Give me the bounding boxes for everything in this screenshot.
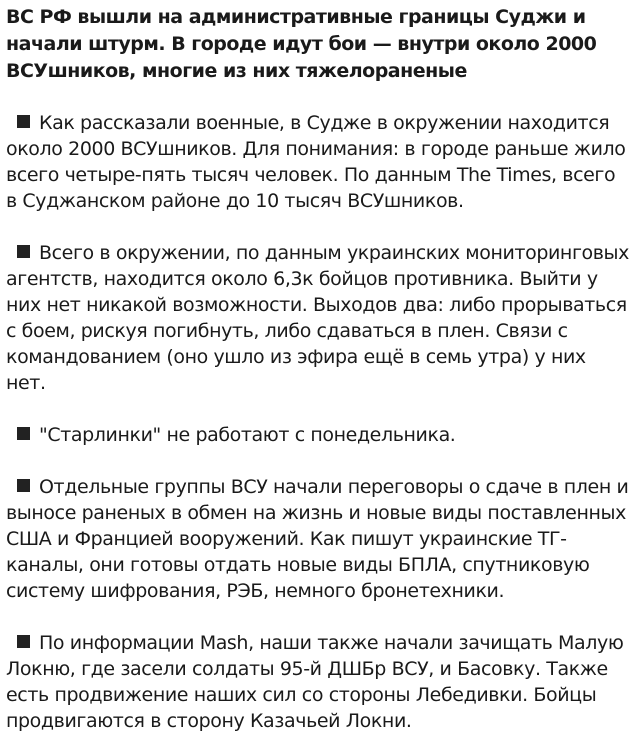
black-square-bullet-icon <box>17 427 30 440</box>
paragraph-starlinks <box>6 422 630 448</box>
paragraph-text: Отдельные группы ВСУ начали переговоры о сдаче в плен и выносе раненых в обмен на жизнь и новые виды поставленных США и Францией вооружений. Как пишут украинские ТГ-каналы, они готовы отдать новые виды БПЛА, спутниковую систему шифрования, РЭБ, немного бронетехники. <box>6 476 629 602</box>
paragraph-encirclement-sudzha <box>6 110 630 214</box>
black-square-bullet-icon <box>17 635 30 648</box>
paragraph-text: По информации Mash, наши также начали зачищать Малую Локню, где засели солдаты 95-й ДШБр ВСУ, и Басовку. Также есть продвижение наших сил со стороны Лебедивки. Бойцы продвигаются в сторону Казачьей Локни. <box>6 632 624 732</box>
paragraph-text: "Старлинки" не работают с понедельника. <box>39 424 456 446</box>
paragraph-text: Как рассказали военные, в Судже в окружении находится около 2000 ВСУшников. Для понимания: в городе раньше жило всего четыре-пять тысяч человек. По данным The Times, всего в Суджанском районе до 10 тысяч ВСУшников. <box>6 112 626 212</box>
black-square-bullet-icon <box>17 115 30 128</box>
news-post <box>6 4 630 734</box>
paragraph-text: Всего в окружении, по данным украинских мониторинговых агентств, находится около 6,3к бойцов противника. Выйти у них нет никакой возможности. Выходов два: либо прорываться с боем, рискуя погибнуть, либо сдаваться в плен. Связи с командованием (оно ушло из эфира ещё в семь утра) у них нет. <box>6 242 629 394</box>
post-header <box>6 4 630 85</box>
black-square-bullet-icon <box>17 245 30 258</box>
paragraph-mash-info <box>6 630 630 734</box>
paragraph-negotiations <box>6 474 630 604</box>
black-square-bullet-icon <box>17 479 30 492</box>
post-title: ВС РФ вышли на административные границы Суджи и начали штурм. В городе идут бои — внутри около 2000 ВСУшников, многие из них тяжелораненые <box>6 6 597 82</box>
paragraph-encirclement-total <box>6 240 630 396</box>
